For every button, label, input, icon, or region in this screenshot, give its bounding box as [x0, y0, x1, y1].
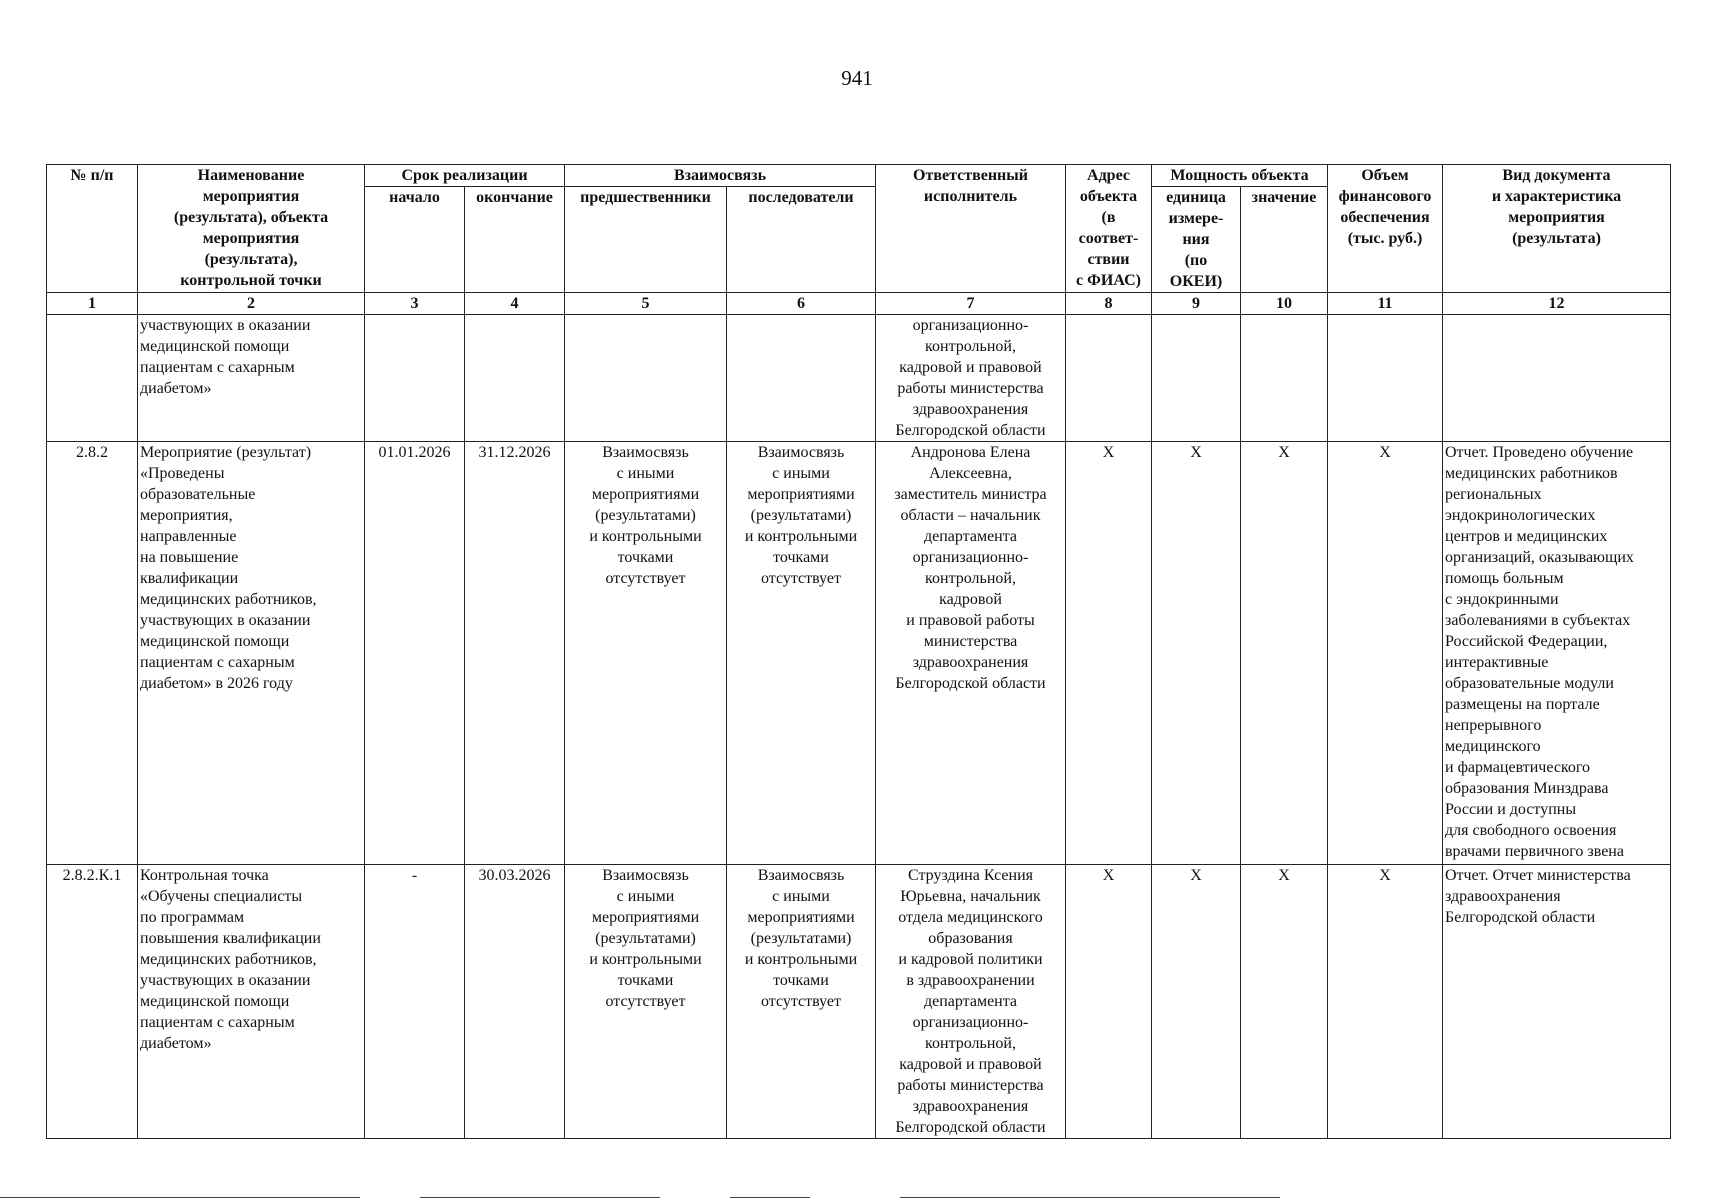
- row-document: [1443, 315, 1671, 442]
- header-num: № п/п: [47, 165, 138, 293]
- row-start: [365, 315, 465, 442]
- page-bottom-rule: [730, 1197, 810, 1198]
- row-value: Х: [1241, 865, 1328, 1139]
- table-row: [47, 315, 1671, 442]
- table-row: [47, 442, 1671, 865]
- column-number: 4: [465, 293, 565, 315]
- column-number: 1: [47, 293, 138, 315]
- header-relations: Взаимосвязь: [565, 165, 876, 187]
- row-financing: Х: [1328, 442, 1443, 865]
- header-responsible: Ответственный исполнитель: [876, 165, 1066, 293]
- row-predecessors: Взаимосвязь с иными мероприятиями (результатами) и контрольными точками отсутствует: [565, 865, 727, 1139]
- row-start: -: [365, 865, 465, 1139]
- row-responsible: организационно- контрольной, кадровой и правовой работы министерства здравоохранения Белгородской области: [876, 315, 1066, 442]
- header-value: значение: [1241, 187, 1328, 293]
- row-end: [465, 315, 565, 442]
- row-unit: Х: [1152, 865, 1241, 1139]
- row-num: [47, 315, 138, 442]
- column-number: 8: [1066, 293, 1152, 315]
- column-number: 9: [1152, 293, 1241, 315]
- column-number: 12: [1443, 293, 1671, 315]
- header-name: Наименование мероприятия (результата), объекта мероприятия (результата), контрольной точки: [138, 165, 365, 293]
- column-number: 2: [138, 293, 365, 315]
- row-successors: [727, 315, 876, 442]
- row-address: Х: [1066, 865, 1152, 1139]
- row-end: 30.03.2026: [465, 865, 565, 1139]
- row-financing: [1328, 315, 1443, 442]
- page-bottom-rule: [900, 1197, 1280, 1198]
- column-number: 11: [1328, 293, 1443, 315]
- column-number: 7: [876, 293, 1066, 315]
- header-period: Срок реализации: [365, 165, 565, 187]
- row-address: [1066, 315, 1152, 442]
- row-successors: Взаимосвязь с иными мероприятиями (результатами) и контрольными точками отсутствует: [727, 865, 876, 1139]
- row-successors: Взаимосвязь с иными мероприятиями (результатами) и контрольными точками отсутствует: [727, 442, 876, 865]
- page-bottom-rule: [420, 1197, 660, 1198]
- row-name: Контрольная точка «Обучены специалисты по программам повышения квалификации медицинских работников, участвующих в оказании медицинской помощи пациентам с сахарным диабетом»: [138, 865, 365, 1139]
- header-row-1: [47, 165, 1671, 187]
- row-predecessors: [565, 315, 727, 442]
- plan-table: [46, 164, 1671, 1139]
- header-financing: Объем финансового обеспечения (тыс. руб.): [1328, 165, 1443, 293]
- column-number-row: [47, 293, 1671, 315]
- column-number: 5: [565, 293, 727, 315]
- row-start: 01.01.2026: [365, 442, 465, 865]
- row-name: Мероприятие (результат) «Проведены образовательные мероприятия, направленные на повышение квалификации медицинских работников, участвующих в оказании медицинской помощи пациентам с сахарным диабетом» в 2026 году: [138, 442, 365, 865]
- row-value: [1241, 315, 1328, 442]
- header-end: окончание: [465, 187, 565, 293]
- row-unit: [1152, 315, 1241, 442]
- row-name: участвующих в оказании медицинской помощи пациентам с сахарным диабетом»: [138, 315, 365, 442]
- header-unit: единица измере- ния (по ОКЕИ): [1152, 187, 1241, 293]
- row-responsible: Струздина Ксения Юрьевна, начальник отдела медицинского образования и кадровой политики в здравоохранении департамента организационно- контрольной, кадровой и правовой работы министерства здравоохранения Белгородской области: [876, 865, 1066, 1139]
- row-responsible: Андронова Елена Алексеевна, заместитель министра области – начальник департамента организационно- контрольной, кадровой и правовой работы министерства здравоохранения Белгородской области: [876, 442, 1066, 865]
- header-document: Вид документа и характеристика мероприятия (результата): [1443, 165, 1671, 293]
- row-address: Х: [1066, 442, 1152, 865]
- table-row: [47, 865, 1671, 1139]
- header-address: Адрес объекта (в соответ- ствии с ФИАС): [1066, 165, 1152, 293]
- row-financing: Х: [1328, 865, 1443, 1139]
- row-document: Отчет. Проведено обучение медицинских работников региональных эндокринологических центров и медицинских организаций, оказывающих помощь больным с эндокринными заболеваниями в субъектах Российской Федерации, интерактивные образовательные модули размещены на портале непрерывного медицинского и фармацевтического образования Минздрава России и доступны для свободного освоения врачами первичного звена: [1443, 442, 1671, 865]
- row-num: 2.8.2.К.1: [47, 865, 138, 1139]
- column-number: 3: [365, 293, 465, 315]
- row-unit: Х: [1152, 442, 1241, 865]
- page-number: 941: [841, 66, 873, 90]
- page-bottom-rule: [0, 1197, 360, 1198]
- column-number: 6: [727, 293, 876, 315]
- header-capacity: Мощность объекта: [1152, 165, 1328, 187]
- header-successors: последователи: [727, 187, 876, 293]
- row-predecessors: Взаимосвязь с иными мероприятиями (результатами) и контрольными точками отсутствует: [565, 442, 727, 865]
- header-start: начало: [365, 187, 465, 293]
- column-number: 10: [1241, 293, 1328, 315]
- row-end: 31.12.2026: [465, 442, 565, 865]
- row-document: Отчет. Отчет министерства здравоохранения Белгородской области: [1443, 865, 1671, 1139]
- row-value: Х: [1241, 442, 1328, 865]
- row-num: 2.8.2: [47, 442, 138, 865]
- header-predecessors: предшественники: [565, 187, 727, 293]
